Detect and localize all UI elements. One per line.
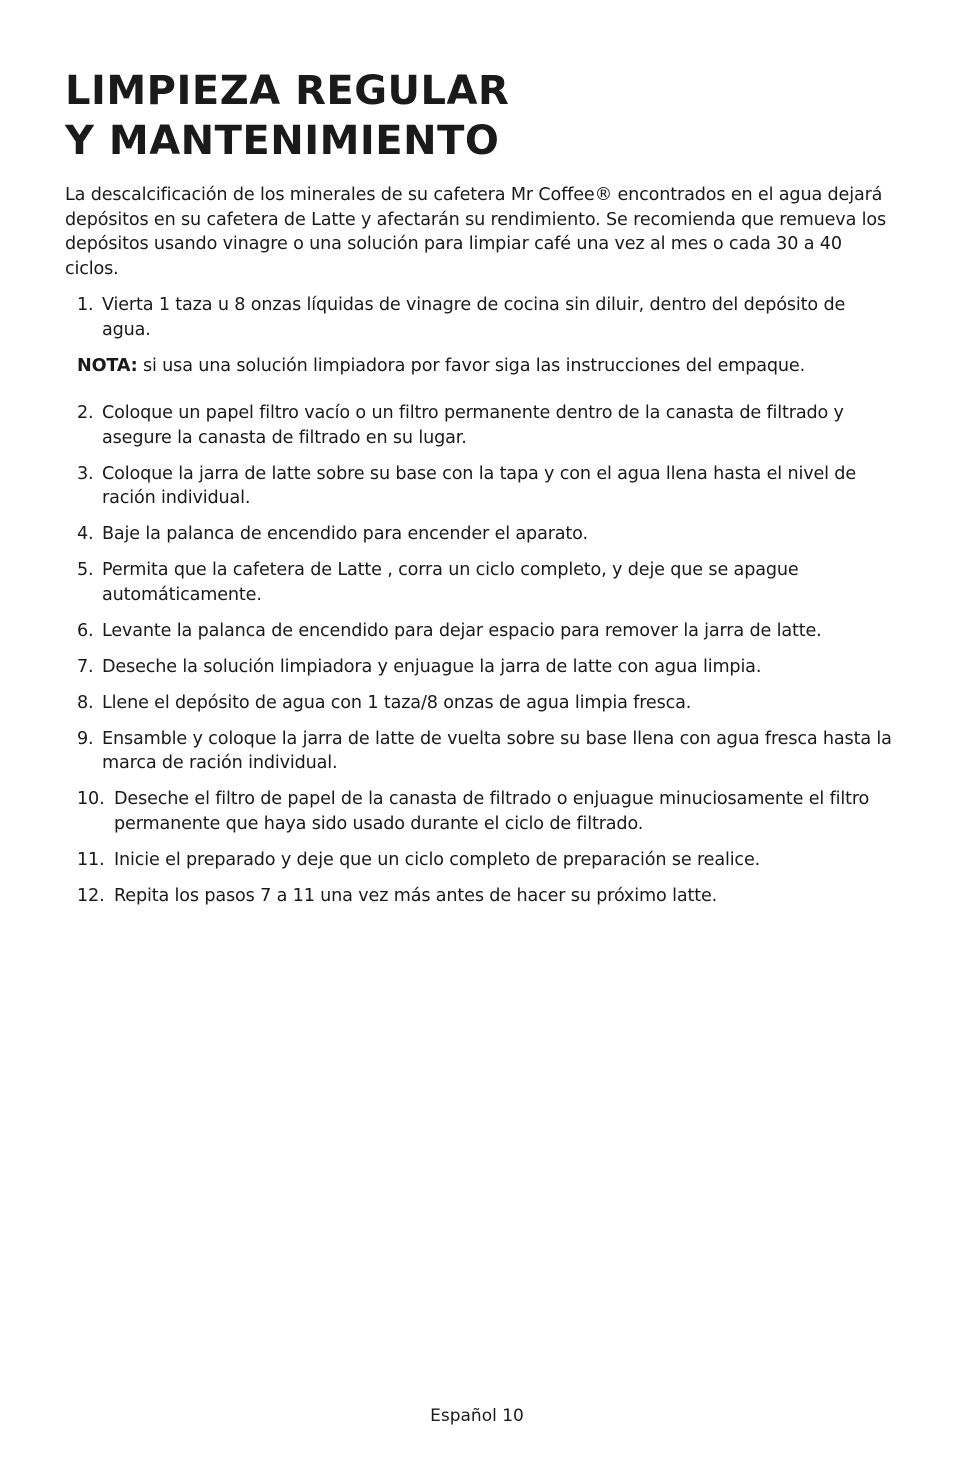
step-text: Coloque la jarra de latte sobre su base con la tapa y con el agua llena hasta el nivel de ración individual. (102, 463, 856, 508)
step-number: 1. (77, 295, 94, 315)
step-text: Ensamble y coloque la jarra de latte de vuelta sobre su base llena con agua fresca hasta la marca de ración individual. (102, 728, 892, 773)
note-label: NOTA: (77, 355, 138, 376)
step-item-9 (77, 727, 895, 776)
step-item-7 (77, 655, 895, 680)
step-number: 7. (77, 656, 94, 677)
step-number: 12. (77, 885, 105, 906)
step-text: Coloque un papel filtro vacío o un filtro permanente dentro de la canasta de filtrado y asegure la canasta de filtrado en su lugar. (102, 403, 844, 448)
step-text: Baje la palanca de encendido para encender el aparato. (102, 524, 588, 544)
step-text: Deseche el filtro de papel de la canasta de filtrado o enjuague minuciosamente el filtro permanente que haya sido usado durante el ciclo de filtrado. (114, 789, 870, 834)
note-text: si usa una solución limpiadora por favor siga las instrucciones del empaque. (137, 355, 806, 376)
page-title-line-2: Y MANTENIMIENTO (65, 118, 500, 164)
step-text: Inicie el preparado y deje que un ciclo completo de preparación se realice. (114, 849, 761, 870)
page-title-line-1: LIMPIEZA REGULAR (65, 68, 510, 114)
step-item-6 (77, 619, 895, 644)
document-page (65, 66, 895, 920)
note-item (77, 354, 895, 390)
step-number: 8. (77, 692, 94, 713)
step-number: 5. (77, 560, 94, 580)
step-item-1 (77, 293, 895, 342)
step-text: Deseche la solución limpiadora y enjuague la jarra de latte con agua limpia. (102, 656, 762, 677)
step-number: 3. (77, 463, 94, 484)
step-text: Levante la palanca de encendido para dejar espacio para remover la jarra de latte. (102, 620, 822, 641)
page-footer: Español 10 (430, 1406, 524, 1426)
step-item-2 (77, 401, 895, 450)
step-item-10 (77, 787, 895, 836)
intro-paragraph: La descalcificación de los minerales de su cafetera Mr Coffee® encontrados en el agua dejará depósitos en su cafetera de Latte y afectarán su rendimiento. Se recomienda que remueva los depósitos usando vinagre o una solución para limpiar café una vez al mes o cada 30 a 40 ciclos. (65, 185, 887, 279)
cleaning-steps-list (77, 293, 895, 908)
step-item-3 (77, 462, 895, 511)
step-item-4 (77, 522, 895, 547)
step-number: 2. (77, 403, 94, 423)
step-number: 9. (77, 728, 94, 749)
step-text: Repita los pasos 7 a 11 una vez más antes de hacer su próximo latte. (114, 885, 718, 906)
step-item-12 (77, 884, 895, 909)
step-text: Llene el depósito de agua con 1 taza/8 onzas de agua limpia fresca. (102, 692, 692, 713)
step-number: 6. (77, 620, 94, 641)
page-title (65, 66, 895, 166)
step-text: Permita que la cafetera de Latte , corra un ciclo completo, y deje que se apague automáticamente. (102, 560, 799, 605)
step-number: 11. (77, 849, 105, 870)
step-number: 4. (77, 524, 94, 544)
step-text: Vierta 1 taza u 8 onzas líquidas de vinagre de cocina sin diluir, dentro del depósito de agua. (102, 295, 846, 340)
note-paragraph (77, 354, 805, 379)
step-item-11 (77, 848, 895, 873)
step-number: 10. (77, 789, 105, 809)
step-item-5 (77, 558, 895, 607)
step-item-8 (77, 691, 895, 716)
